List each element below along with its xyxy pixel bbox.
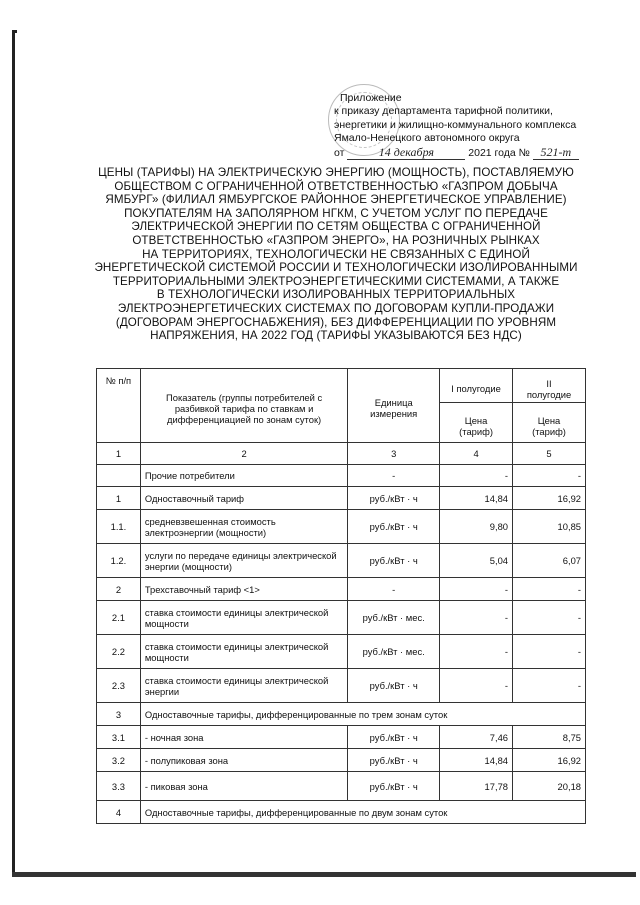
- row-unit: руб./кВт · мес.: [348, 635, 440, 669]
- row-indicator: ставка стоимости единицы электрической мощности: [140, 635, 347, 669]
- header-num: № п/п: [97, 369, 141, 443]
- row-number: [97, 465, 141, 487]
- tariff-table: [96, 368, 586, 824]
- row-unit: руб./кВт · ч: [348, 669, 440, 703]
- title-line: ОБЩЕСТВОМ С ОГРАНИЧЕННОЙ ОТВЕТСТВЕННОСТЬЮ «ГАЗПРОМ ДОБЫЧА: [114, 179, 558, 193]
- row-value-half1: -: [440, 635, 513, 669]
- row-value-half1: 5,04: [440, 544, 513, 578]
- header-half2: II полугодие: [513, 369, 586, 403]
- title-line: В ТЕХНОЛОГИЧЕСКИ ИЗОЛИРОВАННЫХ ТЕРРИТОРИАЛЬНЫХ: [156, 288, 516, 302]
- row-value-half2: 8,75: [513, 726, 586, 749]
- table-row: [97, 601, 586, 635]
- colnum: 4: [440, 443, 513, 465]
- row-unit: -: [348, 578, 440, 601]
- title-line: ТЕРРИТОРИАЛЬНЫМИ ЭЛЕКТРОЭНЕРГЕТИЧЕСКИМИ СИСТЕМАМИ, А ТАКЖЕ: [112, 274, 560, 288]
- row-indicator: Одноставочный тариф: [140, 487, 347, 510]
- colnum: 2: [140, 443, 347, 465]
- annex-header: [334, 92, 634, 160]
- row-number: 1.2.: [97, 544, 141, 578]
- row-section-title: Одноставочные тарифы, дифференцированные по двум зонам суток: [140, 801, 585, 824]
- table-row: [97, 465, 586, 487]
- table-row: [97, 510, 586, 544]
- row-number: 3.2: [97, 749, 141, 772]
- row-value-half2: 16,92: [513, 487, 586, 510]
- row-indicator: Прочие потребители: [140, 465, 347, 487]
- row-value-half2: 10,85: [513, 510, 586, 544]
- row-number: 2.2: [97, 635, 141, 669]
- row-value-half2: -: [513, 465, 586, 487]
- row-value-half2: -: [513, 635, 586, 669]
- row-value-half1: 9,80: [440, 510, 513, 544]
- row-indicator: - ночная зона: [140, 726, 347, 749]
- row-indicator: - полупиковая зона: [140, 749, 347, 772]
- annex-line: энергетики и жилищно-коммунального комплекса: [334, 118, 577, 131]
- row-value-half2: 20,18: [513, 772, 586, 801]
- row-unit: руб./кВт · ч: [348, 510, 440, 544]
- title-line: ПОКУПАТЕЛЯМ НА ЗАПОЛЯРНОМ НГКМ, С УЧЕТОМ УСЛУГ ПО ПЕРЕДАЧЕ: [124, 206, 548, 220]
- row-unit: -: [348, 465, 440, 487]
- title-line: НА ТЕРРИТОРИЯХ, ТЕХНОЛОГИЧЕСКИ НЕ СВЯЗАННЫХ С ЕДИНОЙ: [142, 247, 530, 261]
- row-unit: руб./кВт · ч: [348, 544, 440, 578]
- header-price2: Цена (тариф): [513, 403, 586, 443]
- row-indicator: ставка стоимости единицы электрической энергии: [140, 669, 347, 703]
- table-row: [97, 487, 586, 510]
- row-number: 3.1: [97, 726, 141, 749]
- table-row: [97, 703, 586, 726]
- table-header-row: [97, 369, 586, 403]
- scan-top-mark: [12, 30, 17, 33]
- row-section-title: Одноставочные тарифы, дифференцированные по трем зонам суток: [140, 703, 585, 726]
- row-value-half1: -: [440, 601, 513, 635]
- header-price1: Цена (тариф): [440, 403, 513, 443]
- colnum: 3: [348, 443, 440, 465]
- row-indicator: - пиковая зона: [140, 772, 347, 801]
- row-number: 2.1: [97, 601, 141, 635]
- title-line: ЭЛЕКТРОЭНЕРГЕТИЧЕСКИХ СИСТЕМАХ ПО ДОГОВОРАМ КУПЛИ-ПРОДАЖИ: [117, 301, 555, 315]
- table-row: [97, 578, 586, 601]
- table-row: [97, 801, 586, 824]
- column-numbers-row: [97, 443, 586, 465]
- title-line: ЭЛЕКТРИЧЕСКОЙ ЭНЕРГИИ ПО СЕТЯМ ОБЩЕСТВА С ОГРАНИЧЕННОЙ: [131, 220, 541, 234]
- annex-date-line: [334, 146, 634, 160]
- row-value-half2: 6,07: [513, 544, 586, 578]
- row-number: 1.1.: [97, 510, 141, 544]
- row-indicator: услуги по передаче единицы электрической энергии (мощности): [140, 544, 347, 578]
- table-row: [97, 726, 586, 749]
- table-row: [97, 669, 586, 703]
- table-row: [97, 749, 586, 772]
- header-half1: I полугодие: [440, 369, 513, 403]
- annex-line: к приказу департамента тарифной политики,: [334, 105, 553, 118]
- row-unit: руб./кВт · ч: [348, 487, 440, 510]
- row-unit: руб./кВт · ч: [348, 749, 440, 772]
- row-value-half1: 17,78: [440, 772, 513, 801]
- annex-line: Ямало-Ненецкого автономного округа: [334, 132, 520, 145]
- title-line: ЦЕНЫ (ТАРИФЫ) НА ЭЛЕКТРИЧЕСКУЮ ЭНЕРГИЮ (МОЩНОСТЬ), ПОСТАВЛЯЕМУЮ: [98, 166, 574, 179]
- table-row: [97, 635, 586, 669]
- row-value-half1: -: [440, 669, 513, 703]
- row-value-half1: 14,84: [440, 749, 513, 772]
- table-row: [97, 544, 586, 578]
- row-value-half1: 7,46: [440, 726, 513, 749]
- row-value-half2: 16,92: [513, 749, 586, 772]
- row-value-half2: -: [513, 601, 586, 635]
- title-line: ЯМБУРГ» (ФИЛИАЛ ЯМБУРГСКОЕ РАЙОННОЕ ЭНЕРГЕТИЧЕСКОЕ УПРАВЛЕНИЕ): [105, 193, 567, 207]
- row-number: 3: [97, 703, 141, 726]
- row-number: 4: [97, 801, 141, 824]
- title-line: ЭНЕРГЕТИЧЕСКОЙ СИСТЕМОЙ РОССИИ И ТЕХНОЛОГИЧЕСКИ ИЗОЛИРОВАННЫМИ: [94, 261, 578, 275]
- row-indicator: Трехставочный тариф <1>: [140, 578, 347, 601]
- scan-left-border: [12, 30, 15, 872]
- colnum: 5: [513, 443, 586, 465]
- row-value-half1: -: [440, 465, 513, 487]
- row-number: 2: [97, 578, 141, 601]
- date-prefix: от: [334, 146, 345, 159]
- handwritten-number: 521-т: [533, 146, 579, 160]
- row-value-half2: -: [513, 578, 586, 601]
- row-number: 1: [97, 487, 141, 510]
- header-unit: Единица измерения: [348, 369, 440, 443]
- row-number: 2.3: [97, 669, 141, 703]
- header-indicator: Показатель (группы потребителей с разбивкой тарифа по ставкам и дифференциацией по зонам суток): [140, 369, 347, 443]
- title-line: (ДОГОВОРАМ ЭНЕРГОСНАБЖЕНИЯ), БЕЗ ДИФФЕРЕНЦИАЦИИ ПО УРОВНЯМ: [115, 315, 557, 329]
- title-line: НАПРЯЖЕНИЯ, НА 2022 ГОД (ТАРИФЫ УКАЗЫВАЮТСЯ БЕЗ НДС): [150, 329, 522, 343]
- row-unit: руб./кВт · ч: [348, 726, 440, 749]
- row-indicator: ставка стоимости единицы электрической мощности: [140, 601, 347, 635]
- document-title: [56, 166, 616, 343]
- colnum: 1: [97, 443, 141, 465]
- row-value-half2: -: [513, 669, 586, 703]
- row-number: 3.3: [97, 772, 141, 801]
- date-suffix: 2021 года №: [468, 146, 530, 159]
- annex-title: Приложение: [340, 92, 402, 104]
- table-row: [97, 772, 586, 801]
- row-value-half1: 14,84: [440, 487, 513, 510]
- handwritten-date: 14 декабря: [347, 146, 465, 160]
- title-line: ОТВЕТСТВЕННОСТЬЮ «ГАЗПРОМ ЭНЕРГО», НА РОЗНИЧНЫХ РЫНКАХ: [132, 233, 540, 247]
- scan-bottom-border: [12, 872, 636, 877]
- row-indicator: средневзвешенная стоимость электроэнергии (мощности): [140, 510, 347, 544]
- row-unit: руб./кВт · мес.: [348, 601, 440, 635]
- row-value-half1: -: [440, 578, 513, 601]
- row-unit: руб./кВт · ч: [348, 772, 440, 801]
